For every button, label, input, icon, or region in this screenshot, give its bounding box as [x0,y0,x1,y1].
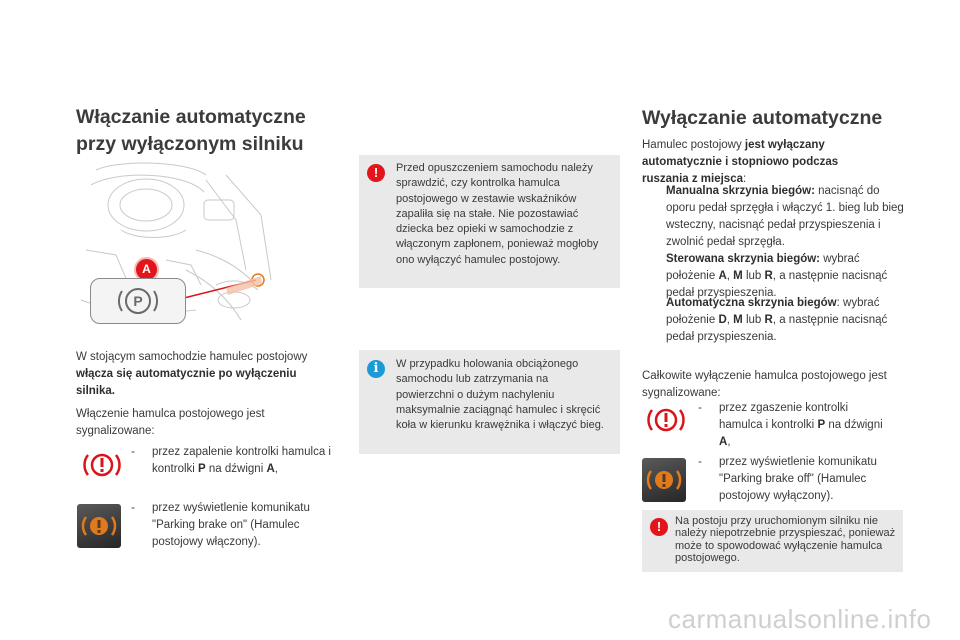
left-item1-dash: - [131,446,135,458]
bullet1-bold: Manualna skrzynia biegów: [666,185,815,197]
bullet1-text [666,183,912,251]
bullet3-bold: Automatyczna skrzynia biegów [666,297,837,309]
bullet3-text [666,295,912,346]
bullet2-m: M [733,270,743,282]
bullet3-or: lub [745,314,762,326]
info-note-towing [359,350,620,454]
right-item2-text: przez wyświetlenie komunikatu "Parking brake off" (Hamulec postojowy wyłączony). [719,456,877,502]
warning-note-idle-accelerate [642,510,903,572]
exclamation-circle-icon: ! [367,164,385,182]
right-item1-text-end: , [727,436,731,448]
brake-warning-lamp-icon [80,447,124,483]
left-signal-text: Włączenie hamulca postojowego jest sygnalizowane: [76,408,265,437]
bullet2-a: A [718,270,727,282]
left-item1-text-pre: przez zapalenie kontrolki hamulca i kontrolki [152,446,331,475]
right-intro-bold: jest wyłączany automatycznie i stopniowo podczas ruszania z miejsca [642,139,839,185]
left-heading-line1: Włączanie automatyczne [76,106,306,128]
idle-warning-text: Na postoju przy uruchomionym silniku nie należy niepotrzebnie przyspieszać, ponieważ może to spowodować wyłączenie hamulca postojowego. [675,515,896,564]
right-item2-dash: - [698,456,702,468]
parking-brake-on-display-icon [77,504,121,548]
brake-lamp-off-icon [644,402,688,438]
left-item1-text [152,444,332,478]
info-circle-icon: i [367,360,385,378]
parking-brake-button [90,278,186,324]
left-item1-text-mid: na dźwigni [208,463,264,475]
right-item1-p: P [817,419,826,431]
warning-note-text: Przed opuszczeniem samochodu należy sprawdzić, czy kontrolka hamulca postojowego w zestawie wskaźników zapaliła się na stałe. Nie pozostawiać dziecka bez opieki w samochodzie z włączonym zapłonem, ponieważ mogłoby ono wyłączyć hamulec postojowy. [396,162,599,266]
left-item1-p: P [198,463,206,475]
bullet2-pre: wybrać położenie [666,253,860,282]
left-intro-bold: włącza się automatycznie po wyłączeniu silnika. [76,368,297,397]
right-intro [642,137,882,188]
callout-a-label: A [142,262,151,276]
watermark: carmanualsonline.info [668,604,932,634]
left-heading [76,104,356,158]
bullet3-d: D [718,314,727,326]
bullet3-pre: wybrać położenie [666,297,880,326]
left-intro [76,349,332,400]
bullet3-r: R [764,314,773,326]
right-intro-text: Hamulec postojowy [642,139,742,151]
info-note-text: W przypadku holowania obciążonego samochodu lub zatrzymania na powierzchni o dużym nachyleniu maksymalnie zaciągnąć hamulec i skręcić koła w kierunku krawężnika i włączyć bieg. [396,358,604,432]
warning-note-before-leaving [359,155,620,288]
left-item2-dash: - [131,502,135,514]
left-heading-line2: przy wyłączonym silniku [76,133,304,155]
right-intro-end: : [743,173,747,185]
right-item1-a: A [719,436,728,448]
parking-brake-p-icon [91,279,185,323]
left-item1-text-end: , [274,463,278,475]
svg-text:P: P [133,293,143,309]
parking-brake-illustration [76,160,278,330]
left-intro-text: W stojącym samochodzie hamulec postojowy [76,351,308,363]
bullet2-end: , a następnie nacisnąć pedał przyspieszenia. [666,270,888,299]
right-signal-text: Całkowite wyłączenie hamulca postojowego jest sygnalizowane: [642,370,887,399]
bullet3-sep: , [726,314,730,326]
left-item2-text: przez wyświetlenie komunikatu "Parking brake on" (Hamulec postojowy włączony). [152,502,310,548]
right-item1-text-pre: przez zgaszenie kontrolki hamulca i kontrolki [719,402,849,431]
bullet1-body: nacisnąć do oporu pedał sprzęgła i włączyć 1. bieg lub bieg wsteczny, nacisnąć pedał przyspieszenia i zwolnić pedał sprzęgła. [666,185,904,248]
bullet2-sep: , [726,270,730,282]
right-item1-text-mid: na dźwigni [828,419,883,431]
parking-brake-off-display-icon [642,458,686,502]
bullet2-or: lub [745,270,762,282]
bullet3-colon: : [836,297,840,309]
exclamation-circle-icon-2: ! [650,518,668,536]
bullet3-end: , a następnie nacisnąć pedał przyspieszenia. [666,314,888,343]
right-item1-dash: - [698,402,702,414]
bullet2-r: R [764,270,773,282]
bullet2-bold: Sterowana skrzynia biegów: [666,253,821,265]
right-heading: Wyłączanie automatyczne [642,107,883,129]
right-item1-text [719,400,889,451]
bullet3-m: M [733,314,743,326]
left-item1-a: A [266,463,275,475]
